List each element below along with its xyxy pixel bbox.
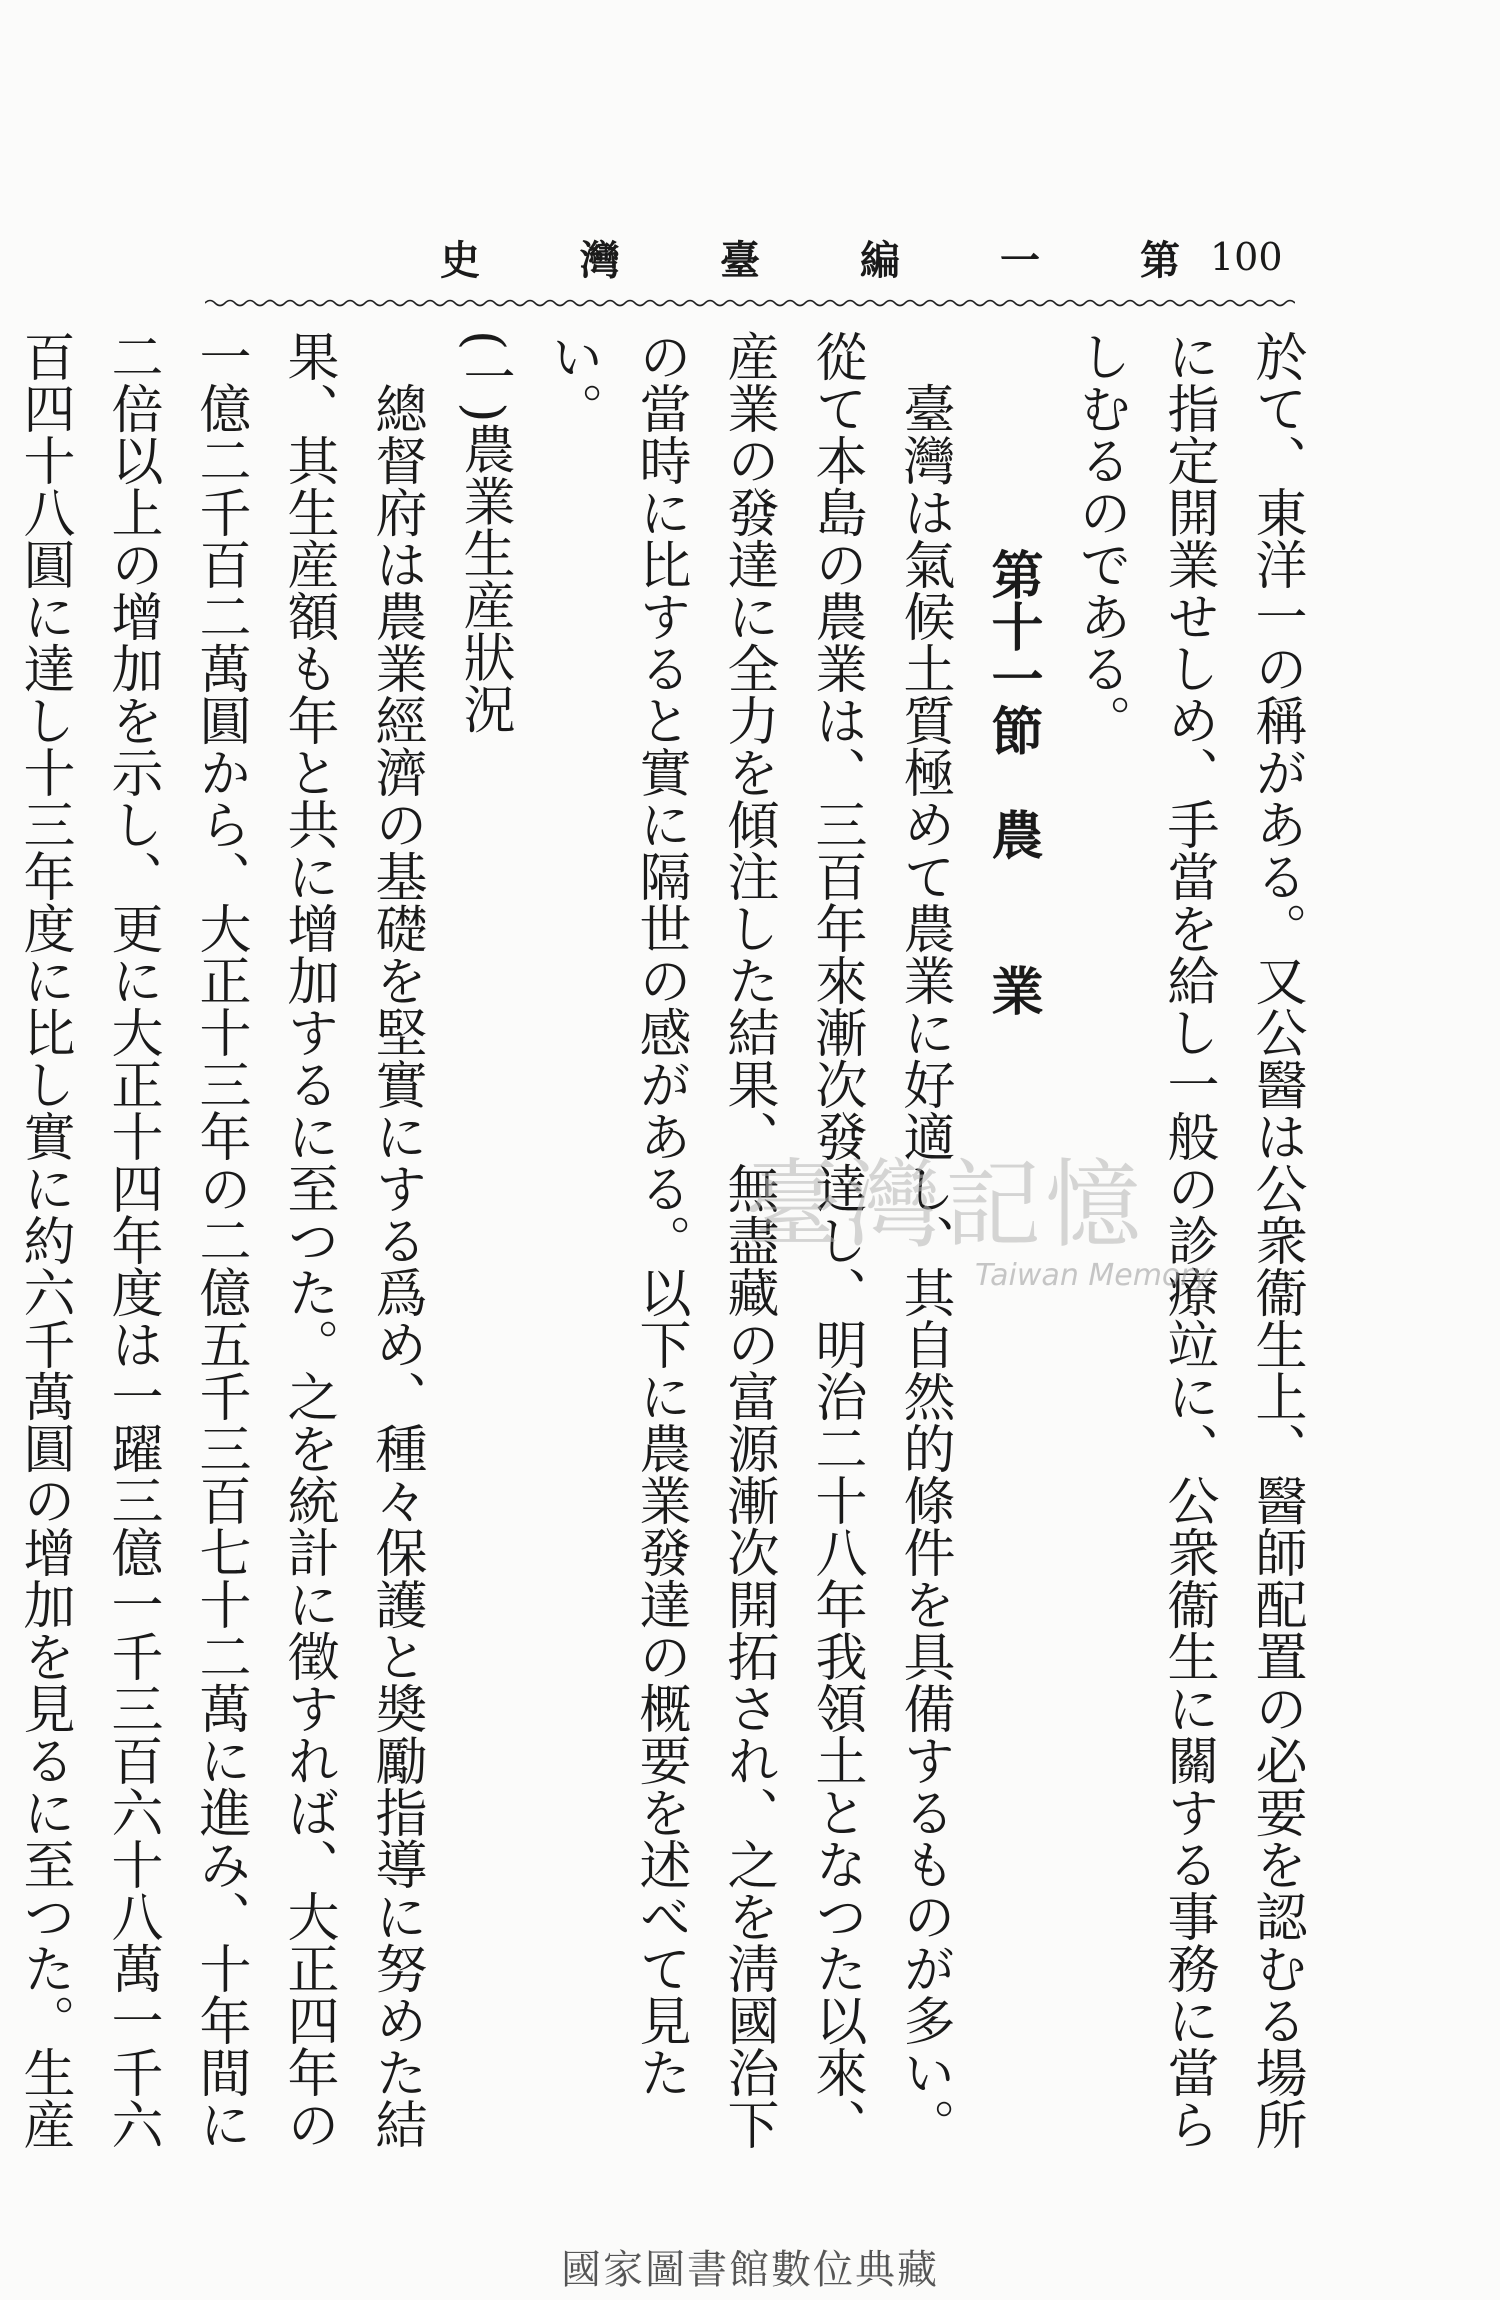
paragraph-production: 總督府は農業經濟の基礎を堅實にする爲め、種々保護と奬勵指導に努めた結果、其生産額も年と共に增加するに至つた。之を統計に徵すれば、大正四年の一億二千百二萬圓から、大正十三年の二億五千三百七十二萬に進み、十年間に二倍以上の增加を示し、更に大正十四年度は一躍三億一千三百六十八萬一千六百四十八圓に達し十三年度に比し實に約六千萬圓の增加を見るに至つた。生産 xyxy=(14,330,426,2150)
vertical-body-text xyxy=(14,330,1320,2150)
page-number: 100 xyxy=(1210,235,1283,279)
footer-library-credit: 國家圖書館數位典藏 xyxy=(561,2247,939,2293)
header-char: 臺 xyxy=(720,236,760,284)
header-char: 第 xyxy=(1140,236,1180,284)
header-wavy-rule xyxy=(205,298,1295,308)
header-char: 編 xyxy=(860,236,900,284)
subsection-heading xyxy=(440,330,528,2150)
subsection-number: (一) xyxy=(454,330,514,423)
header-char: 史 xyxy=(440,236,480,284)
watermark-subtext: Taiwan Memory xyxy=(975,1258,1211,1293)
watermark-text: 臺灣記憶 xyxy=(745,1149,1145,1261)
running-header-title xyxy=(440,232,1180,282)
header-char: 灣 xyxy=(580,236,620,284)
section-heading-agriculture: 第十一節 農 業 xyxy=(982,548,1043,1017)
paragraph-public-doctor: 於て、東洋一の稱がある。又公醫は公衆衞生上、醫師配置の必要を認むる場所に指定開業せしめ、手當を給し一般の診療竝に、公衆衞生に關する事務に當らしむるのである。 xyxy=(1070,330,1306,2150)
subsection-title: 農業生産狀況 xyxy=(454,422,514,735)
paragraph-agriculture-intro: 臺灣は氣候土質極めて農業に好適し、其自然的條件を具備するものが多い。從て本島の農業は、三百年來漸次發達し、明治二十八年我領土となつた以來、産業の發達に全力を傾注した結果、無盡藏の富源漸次開拓され、之を淸國治下の當時に比すると實に隔世の感がある。以下に農業發達の概要を述べて見たい。 xyxy=(542,330,954,2150)
header-char: 一 xyxy=(1000,236,1040,284)
